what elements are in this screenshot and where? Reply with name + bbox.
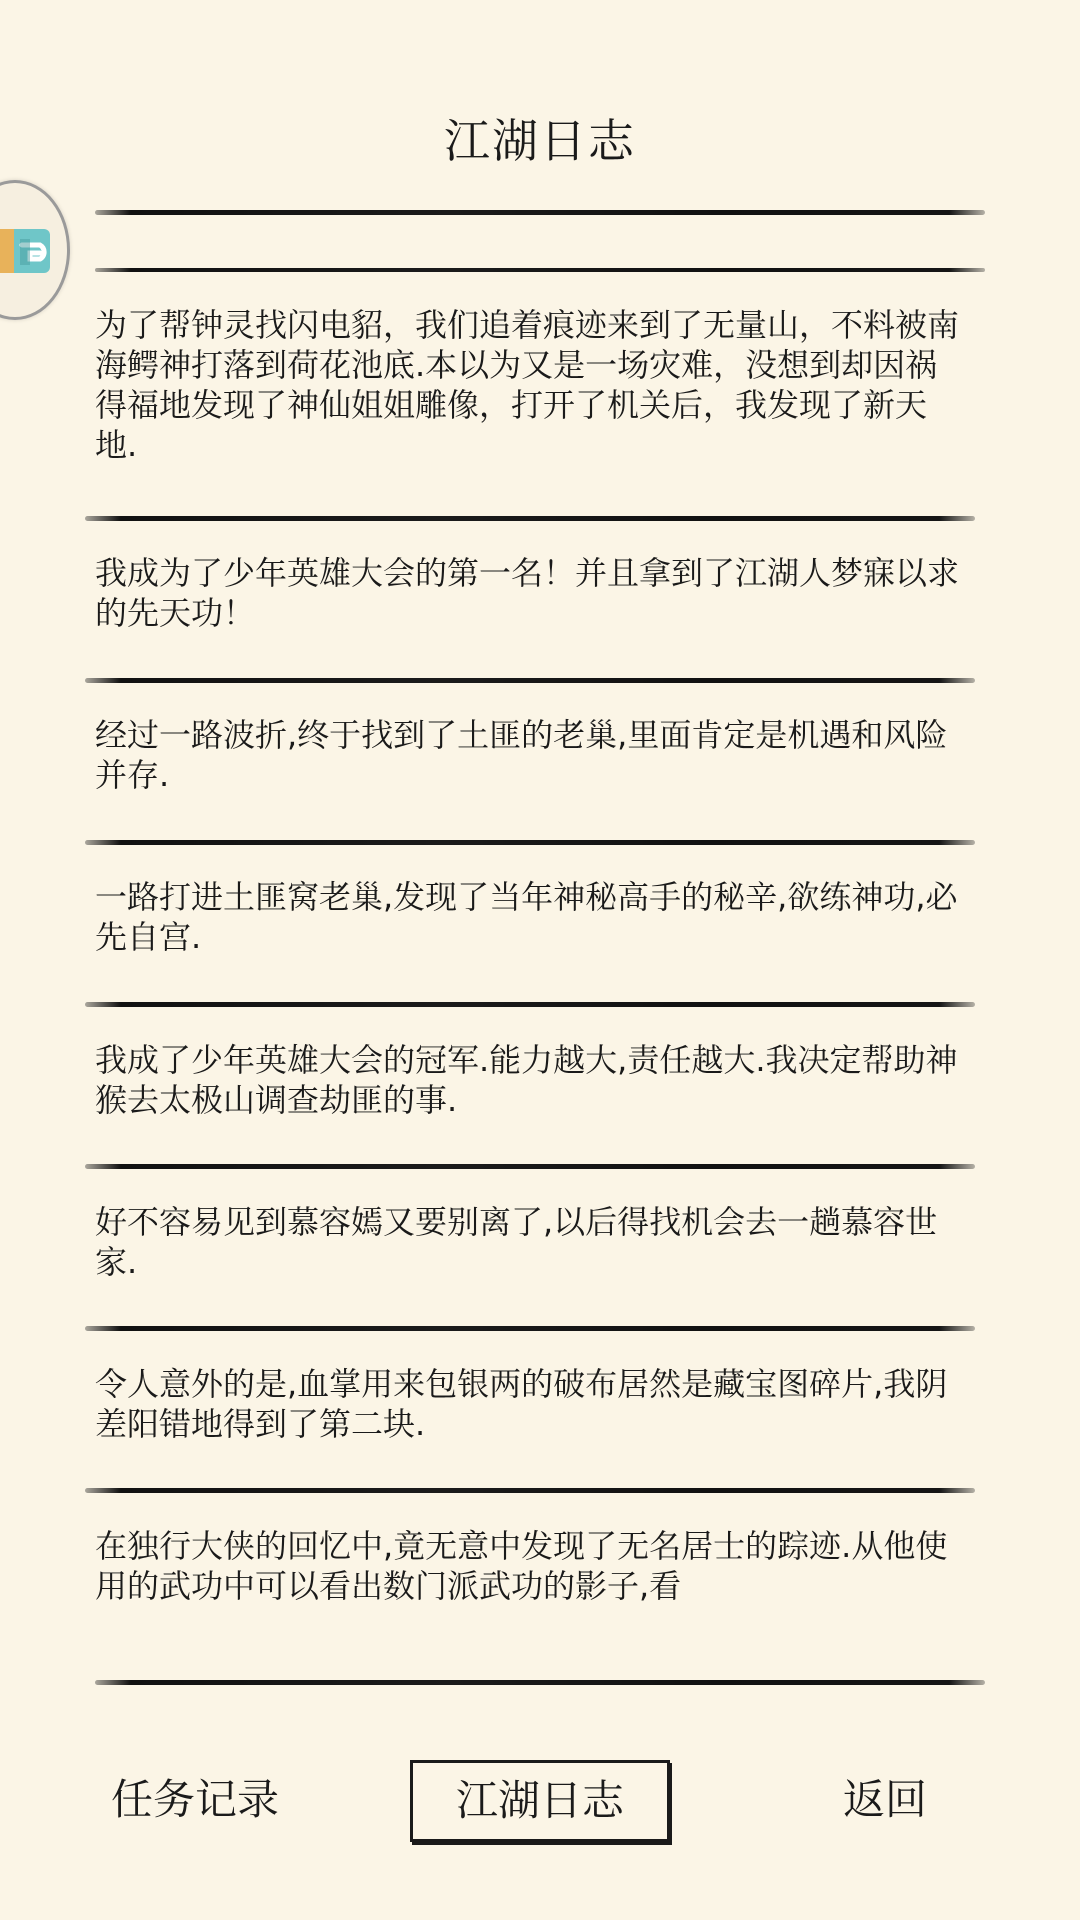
divider — [85, 678, 975, 683]
app-badge-icon[interactable] — [0, 225, 56, 277]
divider — [85, 840, 975, 845]
divider — [85, 1488, 975, 1493]
divider — [95, 1680, 985, 1685]
back-button[interactable]: 返回 — [842, 1775, 927, 1824]
list-item: 我成了少年英雄大会的冠军.能力越大,责任越大.我决定帮助神猴去太极山调查劫匪的事. — [95, 1041, 958, 1119]
list-item: 好不容易见到慕容嫣又要别离了,以后得找机会去一趟慕容世家. — [95, 1203, 938, 1281]
page-title: 江湖日志 — [444, 114, 636, 168]
divider — [85, 1164, 975, 1169]
divider — [85, 1002, 975, 1007]
list-item: 在独行大侠的回忆中,竟无意中发现了无名居士的踪迹.从他使用的武功中可以看出数门派武功的影子,看 — [95, 1527, 948, 1605]
list-item: 令人意外的是,血掌用来包银两的破布居然是藏宝图碎片,我阴差阳错地得到了第二块. — [95, 1365, 948, 1443]
divider — [95, 268, 985, 272]
tasks-record-button[interactable]: 任务记录 — [110, 1775, 279, 1824]
journal-tab-button[interactable]: 江湖日志 — [410, 1760, 670, 1842]
journal-entries-list[interactable] — [0, 280, 1080, 1605]
divider — [85, 1326, 975, 1331]
list-item: 经过一路波折,终于找到了土匪的老巢,里面肯定是机遇和风险并存. — [95, 716, 948, 794]
list-item: 我成为了少年英雄大会的第一名！并且拿到了江湖人梦寐以求的先天功！ — [95, 554, 960, 632]
list-item: 一路打进土匪窝老巢,发现了当年神秘高手的秘辛,欲练神功,必先自宫. — [95, 878, 958, 956]
divider — [85, 516, 975, 521]
list-item: 为了帮钟灵找闪电貂，我们追着痕迹来到了无量山，不料被南海鳄神打落到荷花池底.本以为又是一场灾难，没想到却因祸得福地发现了神仙姐姐雕像，打开了机关后，我发现了新天地. — [95, 306, 960, 464]
divider — [95, 210, 985, 215]
